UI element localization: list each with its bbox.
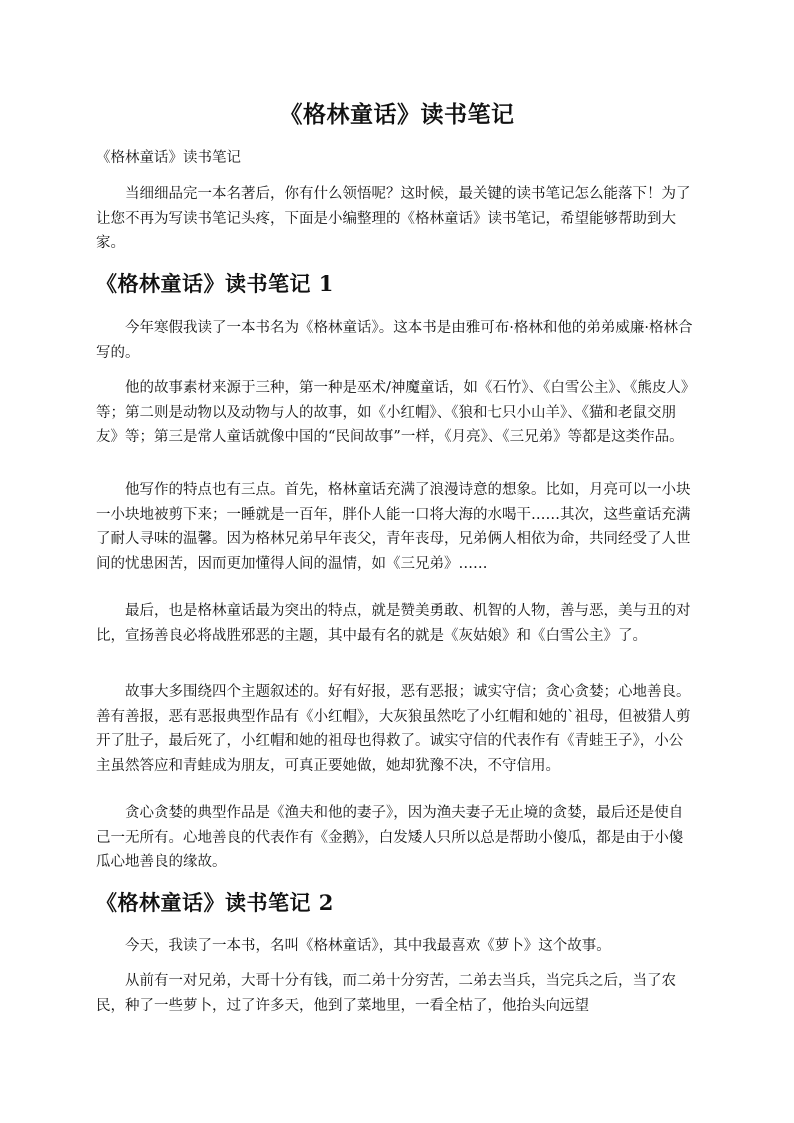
section-1-paragraph: 他的故事素材来源于三种，第一种是巫术/神魔童话，如《石竹》、《白雪公主》、《熊皮人》等；第二则是动物以及动物与人的故事，如《小红帽》、《狼和七只小山羊》、《猫和老鼠交朋友》等；第三是常人童话就像中国的“民间故事”一样，《月亮》、《三兄弟》等都是这类作品。 [96,380,696,445]
section-1-paragraph: 贪心贪婪的典型作品是《渔夫和他的妻子》，因为渔夫妻子无止境的贪婪，最后还是使自己一无所有。心地善良的代表作有《金鹅》，白发矮人只所以总是帮助小傻瓜，都是由于小傻瓜心地善良的缘故。 [96,805,684,870]
section-1-paragraph: 故事大多围绕四个主题叙述的。好有好报，恶有恶报；诚实守信；贪心贪婪；心地善良。善有善报，恶有恶报典型作品有《小红帽》，大灰狼虽然吃了小红帽和她的`祖母，但被猎人剪开了肚子，最后死了，小红帽和她的祖母也得救了。诚实守信的代表作有《青蛙王子》，小公主虽然答应和青蛙成为朋友，可真正要她做，她却犹豫不决，不守信用。 [96,684,691,774]
section-1-paragraph: 今年寒假我读了一本书名为《格林童话》。这本书是由雅可布·格林和他的弟弟威廉·格林合写的。 [96,320,693,361]
section-1-paragraph: 他写作的特点也有三点。首先，格林童话充满了浪漫诗意的想象。比如，月亮可以一小块一小块地被剪下来；一睡就是一百年，胖仆人能一口将大海的水喝干……其次，这些童话充满了耐人寻味的温馨。因为格林兄弟早年丧父，青年丧母，兄弟俩人相依为命，共同经受了人世间的忧患困苦，因而更加懂得人间的温情，如《三兄弟》…… [96,482,691,572]
document-subtitle: 《格林童话》读书笔记 [96,150,241,166]
intro-paragraph: 当细细品完一本名著后，你有什么领悟呢？这时候，最关键的读书笔记怎么能落下！为了让您不再为写读书笔记头疼，下面是小编整理的《格林童话》读书笔记，希望能够帮助到大家。 [96,186,691,251]
section-1-paragraph: 最后，也是格林童话最为突出的特点，就是赞美勇敢、机智的人物，善与恶，美与丑的对比，宣扬善良必将战胜邪恶的主题，其中最有名的就是《灰姑娘》和《白雪公主》了。 [96,603,691,644]
section-2-paragraph: 从前有一对兄弟，大哥十分有钱，而二弟十分穷苦，二弟去当兵，当完兵之后，当了农民，种了一些萝卜，过了许多天，他到了菜地里，一看全枯了，他抬头向远望 [96,973,676,1014]
section-2-paragraph: 今天，我读了一本书，名叫《格林童话》，其中我最喜欢《萝卜》这个故事。 [125,938,611,954]
section-1-title: 《格林童话》读书笔记 1 [96,271,334,296]
page-title: 《格林童话》读书笔记 [279,101,515,128]
section-2-title: 《格林童话》读书笔记 2 [96,890,334,915]
